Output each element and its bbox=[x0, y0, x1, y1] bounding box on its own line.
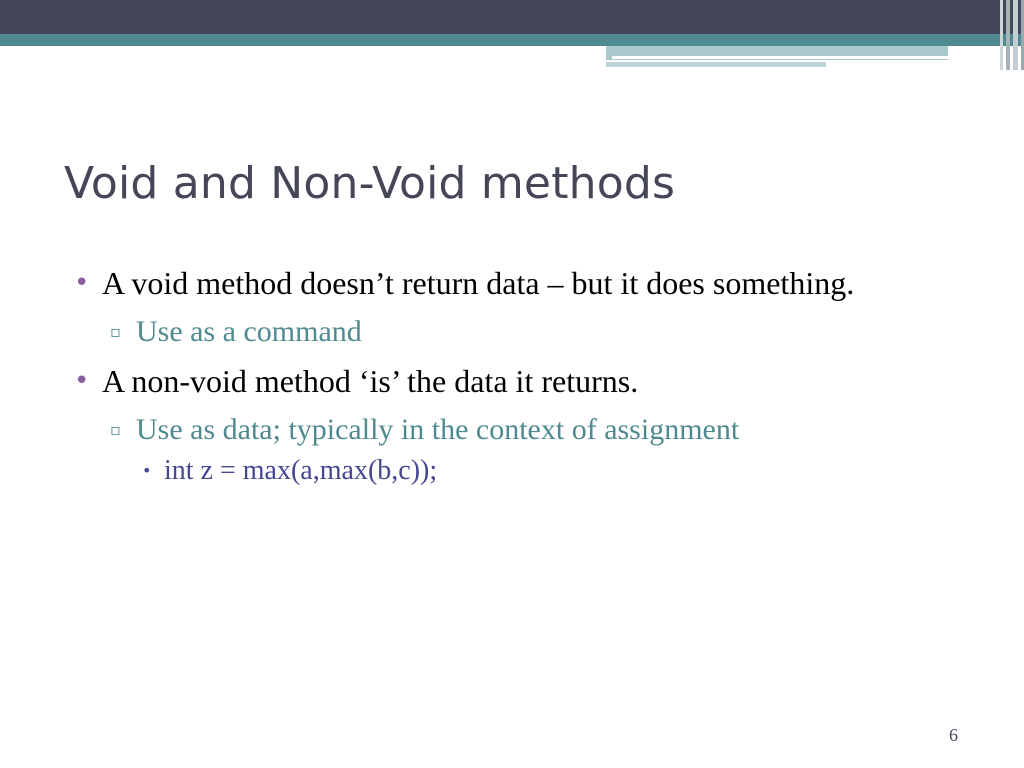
bullet-dot-icon: • bbox=[74, 366, 90, 396]
bullet-dot-icon: • bbox=[74, 268, 90, 298]
teal-band bbox=[0, 34, 1024, 46]
slide-body bbox=[72, 262, 972, 488]
small-dot-icon: • bbox=[142, 461, 152, 480]
corner-stripes bbox=[992, 0, 1024, 70]
sub-bullet-item bbox=[72, 314, 972, 350]
slide-number: 6 bbox=[949, 725, 958, 745]
bullet-text: A non-void method ‘is’ the data it returns. bbox=[102, 363, 639, 399]
sub-bullet-text: Use as a command bbox=[136, 315, 362, 348]
stripe bbox=[1013, 0, 1018, 70]
bullet-item bbox=[72, 360, 972, 402]
slide-title: Void and Non-Void methods bbox=[64, 158, 676, 209]
sub-bullet-item bbox=[72, 412, 972, 448]
stripe bbox=[1000, 0, 1003, 70]
sub-sub-bullet-item bbox=[72, 454, 972, 488]
accent-line-short bbox=[606, 62, 826, 67]
square-bullet-icon: ▫ bbox=[110, 420, 121, 439]
stripe bbox=[1006, 0, 1010, 70]
square-bullet-icon: ▫ bbox=[110, 322, 121, 341]
bullet-item bbox=[72, 262, 972, 304]
sub-bullet-text: Use as data; typically in the context of assignment bbox=[136, 413, 740, 446]
bullet-text: A void method doesn’t return data – but it does something. bbox=[102, 265, 855, 301]
top-banner bbox=[0, 0, 1024, 34]
accent-line-highlight bbox=[612, 56, 948, 59]
code-example-text: int z = max(a,max(b,c)); bbox=[164, 455, 438, 486]
